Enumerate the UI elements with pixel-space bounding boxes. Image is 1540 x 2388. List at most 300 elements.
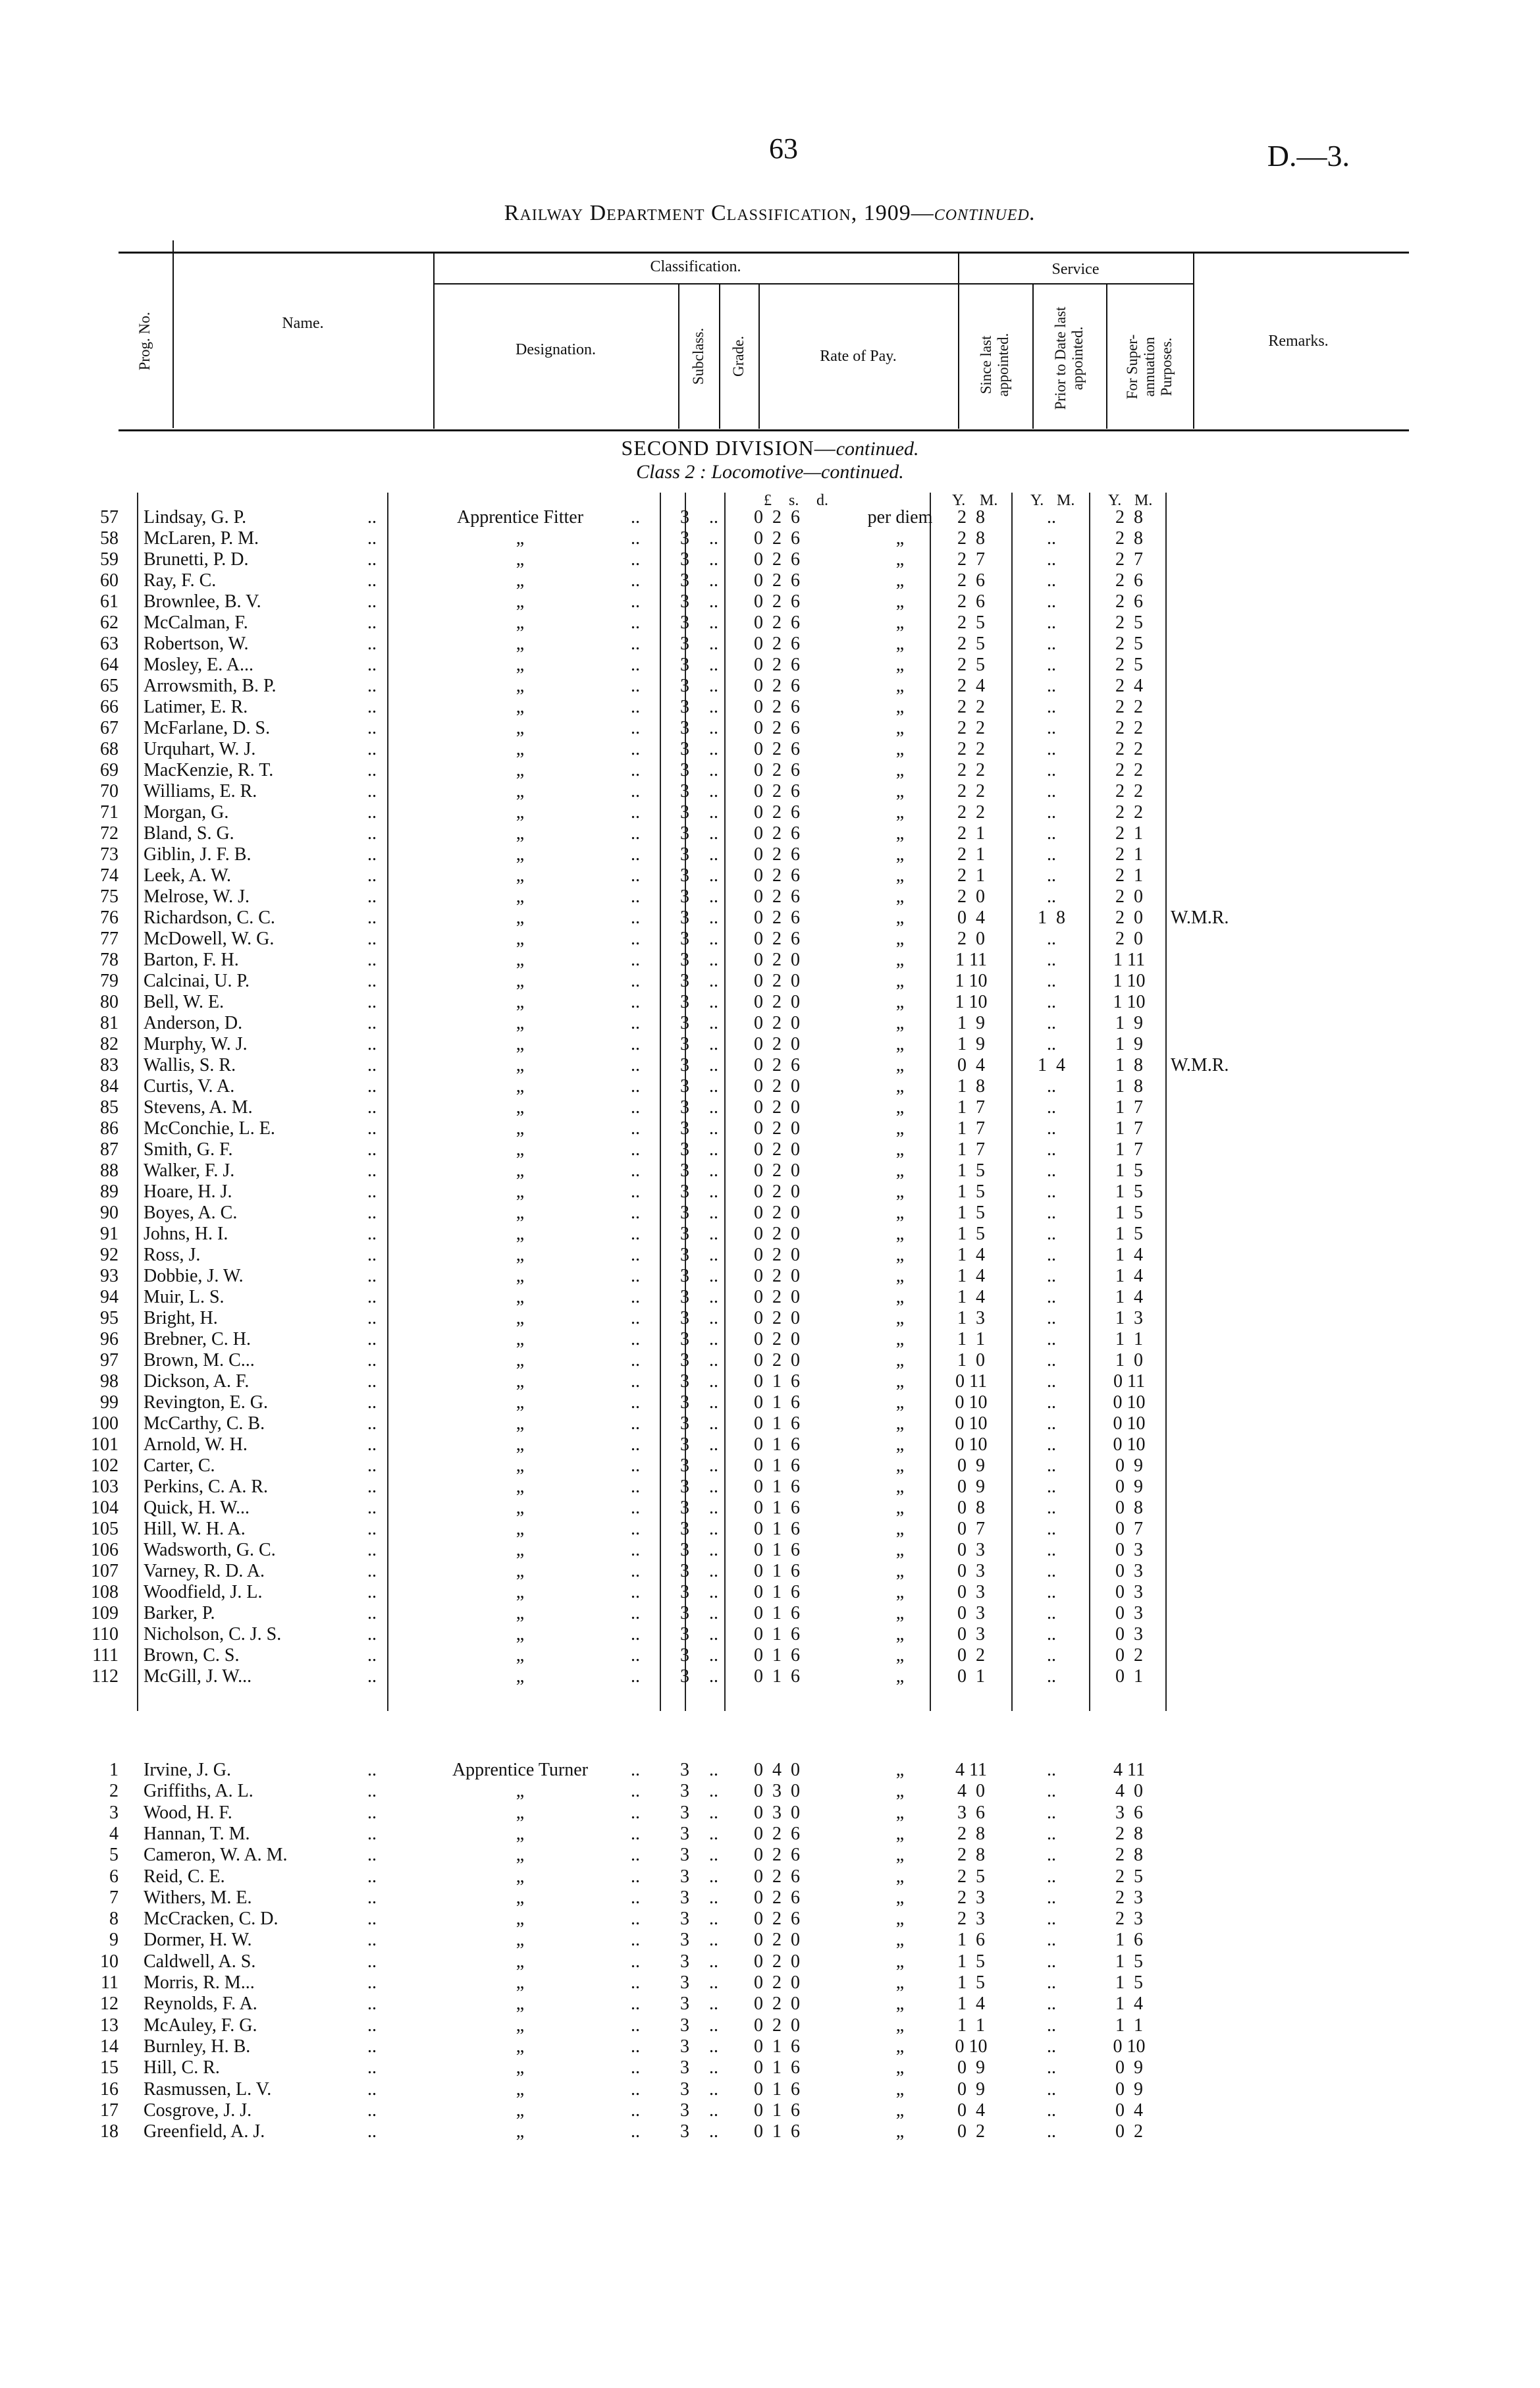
since-last-appointed-cell: 1 5: [957, 1181, 985, 1202]
superannuation-cell: 3 6: [1115, 1802, 1143, 1823]
name-cell: Hannan, T. M.: [144, 1823, 250, 1844]
superannuation-cell: 1 5: [1115, 1160, 1143, 1181]
running-title: [0, 201, 1540, 226]
name-cell: Smith, G. F.: [144, 1139, 233, 1160]
since-last-appointed-cell: 2 2: [957, 802, 985, 823]
table-row: [0, 655, 1540, 676]
prog-no-cell: 91: [100, 1224, 119, 1244]
superannuation-cell: 2 0: [1115, 886, 1143, 907]
pay-period-cell: „: [895, 570, 905, 591]
page-number: 63: [769, 132, 798, 165]
leader-dots: ..: [709, 1845, 718, 1866]
designation-cell: „: [516, 570, 525, 591]
rate-of-pay-cell: 0 2 0: [754, 1076, 800, 1097]
pay-period-cell: „: [895, 950, 905, 970]
leader-dots: ..: [367, 1413, 377, 1434]
superannuation-cell: 1 4: [1115, 1266, 1143, 1286]
name-cell: Hill, W. H. A.: [144, 1519, 246, 1539]
leader-dots: ..: [367, 886, 377, 907]
prior-service-cell: ..: [1047, 971, 1056, 991]
leader-dots: ..: [631, 2100, 640, 2121]
leader-dots: ..: [709, 1371, 718, 1392]
prog-no-cell: 5: [109, 1845, 119, 1866]
leader-dots: ..: [367, 1909, 377, 1930]
pay-period-cell: „: [895, 1350, 905, 1370]
leader-dots: ..: [367, 1245, 377, 1265]
prog-no-cell: 107: [91, 1561, 119, 1581]
leader-dots: ..: [631, 992, 640, 1012]
header-divider: [719, 283, 720, 429]
prog-no-cell: 82: [100, 1034, 119, 1054]
leader-dots: ..: [367, 1434, 377, 1455]
subclass-cell: 3: [680, 1802, 689, 1823]
prog-no-cell: 8: [109, 1909, 119, 1930]
header-name: Name.: [282, 315, 324, 332]
prior-service-cell: ..: [1047, 1266, 1056, 1286]
name-cell: Bland, S. G.: [144, 823, 234, 844]
designation-cell: „: [516, 655, 525, 675]
leader-dots: ..: [709, 1266, 718, 1286]
prog-no-cell: 80: [100, 992, 119, 1012]
since-last-appointed-cell: 0 7: [957, 1519, 985, 1539]
since-last-appointed-cell: 0 9: [957, 1455, 985, 1476]
name-cell: McCarthy, C. B.: [144, 1413, 265, 1434]
leader-dots: ..: [709, 1350, 718, 1370]
leader-dots: ..: [367, 929, 377, 949]
leader-dots: ..: [631, 528, 640, 549]
header-since-last: Since last appointed.: [978, 333, 1011, 397]
prior-service-cell: ..: [1047, 1781, 1056, 1802]
table-row: [0, 570, 1540, 591]
designation-cell: „: [516, 591, 525, 612]
leader-dots: ..: [631, 1287, 640, 1307]
name-cell: MacKenzie, R. T.: [144, 760, 274, 780]
leader-dots: ..: [709, 1013, 718, 1033]
prog-no-cell: 74: [100, 865, 119, 886]
pay-period-cell: „: [895, 612, 905, 633]
leader-dots: ..: [367, 1624, 377, 1644]
leader-dots: ..: [631, 1203, 640, 1223]
prog-no-cell: 86: [100, 1118, 119, 1139]
designation-cell: „: [516, 718, 525, 738]
pay-period-cell: „: [895, 886, 905, 907]
prog-no-cell: 87: [100, 1139, 119, 1160]
service-underline: [958, 283, 1193, 285]
rate-of-pay-cell: 0 2 6: [754, 591, 800, 612]
leader-dots: ..: [709, 1802, 718, 1823]
name-cell: Hoare, H. J.: [144, 1181, 232, 1202]
prior-service-cell: ..: [1047, 844, 1056, 865]
leader-dots: ..: [367, 2036, 377, 2057]
name-cell: Boyes, A. C.: [144, 1203, 238, 1223]
name-cell: Brown, M. C...: [144, 1350, 255, 1370]
subclass-cell: 3: [680, 1097, 689, 1118]
designation-cell: „: [516, 2036, 525, 2057]
leader-dots: ..: [631, 1308, 640, 1328]
table-row: [0, 1160, 1540, 1181]
designation-cell: „: [516, 1034, 525, 1054]
leader-dots: ..: [367, 1076, 377, 1097]
rate-of-pay-cell: 0 2 6: [754, 739, 800, 759]
leader-dots: ..: [631, 802, 640, 823]
name-cell: Reid, C. E.: [144, 1866, 225, 1887]
pay-period-cell: „: [895, 1118, 905, 1139]
prior-service-cell: ..: [1047, 2078, 1056, 2100]
table-row: [0, 528, 1540, 549]
since-last-appointed-cell: 2 5: [957, 1866, 985, 1887]
prior-service-cell: ..: [1047, 1076, 1056, 1097]
pay-period-cell: „: [895, 929, 905, 949]
leader-dots: ..: [709, 1076, 718, 1097]
since-last-appointed-cell: 1 7: [957, 1139, 985, 1160]
designation-cell: „: [516, 1930, 525, 1951]
name-cell: Williams, E. R.: [144, 781, 257, 801]
leader-dots: ..: [631, 908, 640, 928]
prog-no-cell: 13: [100, 2015, 119, 2036]
leader-dots: ..: [709, 781, 718, 801]
leader-dots: ..: [631, 507, 640, 528]
designation-cell: „: [516, 760, 525, 780]
rate-of-pay-cell: 0 2 6: [754, 1887, 800, 1908]
subclass-cell: 3: [680, 1930, 689, 1951]
unit-pounds: £: [764, 492, 772, 509]
leader-dots: ..: [709, 1645, 718, 1666]
name-cell: Brebner, C. H.: [144, 1329, 251, 1349]
class-title: Class 2 : Locomotive—continued.: [636, 461, 904, 483]
leader-dots: ..: [709, 528, 718, 549]
table-row: [0, 1845, 1540, 1866]
since-last-appointed-cell: 0 8: [957, 1498, 985, 1518]
designation-cell: „: [516, 2121, 525, 2142]
rate-of-pay-cell: 0 1 6: [754, 1498, 800, 1518]
superannuation-cell: 2 1: [1115, 823, 1143, 844]
prior-service-cell: ..: [1047, 549, 1056, 570]
leader-dots: ..: [709, 1666, 718, 1687]
rate-of-pay-cell: 0 2 0: [754, 2015, 800, 2036]
name-cell: Dormer, H. W.: [144, 1930, 252, 1951]
pay-period-cell: „: [895, 549, 905, 570]
leader-dots: ..: [367, 1540, 377, 1560]
prog-no-cell: 18: [100, 2121, 119, 2142]
leader-dots: ..: [709, 1413, 718, 1434]
pay-period-cell: „: [895, 718, 905, 738]
leader-dots: ..: [709, 549, 718, 570]
leader-dots: ..: [631, 676, 640, 696]
superannuation-cell: 1 7: [1115, 1097, 1143, 1118]
prog-no-cell: 69: [100, 760, 119, 780]
rate-of-pay-cell: 0 2 0: [754, 1287, 800, 1307]
leader-dots: ..: [367, 549, 377, 570]
pay-period-cell: „: [895, 1519, 905, 1539]
since-last-appointed-cell: 0 10: [955, 2036, 988, 2057]
since-last-appointed-cell: 2 2: [957, 739, 985, 759]
name-cell: Barker, P.: [144, 1603, 215, 1623]
prog-no-cell: 65: [100, 676, 119, 696]
leader-dots: ..: [709, 760, 718, 780]
designation-cell: „: [516, 1645, 525, 1666]
leader-dots: ..: [367, 1308, 377, 1328]
leader-dots: ..: [367, 1498, 377, 1518]
rate-of-pay-cell: 0 1 6: [754, 1582, 800, 1602]
leader-dots: ..: [631, 1866, 640, 1887]
name-cell: McConchie, L. E.: [144, 1118, 275, 1139]
leader-dots: ..: [367, 971, 377, 991]
subclass-cell: 3: [680, 1972, 689, 1993]
superannuation-cell: 1 10: [1113, 971, 1146, 991]
designation-cell: „: [516, 1181, 525, 1202]
superannuation-cell: 1 5: [1115, 1181, 1143, 1202]
table-row: [0, 1371, 1540, 1392]
since-last-appointed-cell: 1 5: [957, 1160, 985, 1181]
table-row: [0, 1055, 1540, 1076]
prog-no-cell: 103: [91, 1477, 119, 1497]
superannuation-cell: 0 3: [1115, 1582, 1143, 1602]
since-last-appointed-cell: 0 4: [957, 1055, 985, 1075]
document-code: D.—3.: [1267, 139, 1350, 173]
subclass-cell: 3: [680, 1371, 689, 1392]
pay-period-cell: „: [895, 1909, 905, 1930]
leader-dots: ..: [709, 1540, 718, 1560]
since-last-appointed-cell: 1 8: [957, 1076, 985, 1097]
leader-dots: ..: [631, 1645, 640, 1666]
rate-of-pay-cell: 0 2 0: [754, 1034, 800, 1054]
superannuation-cell: 0 3: [1115, 1540, 1143, 1560]
superannuation-cell: 2 2: [1115, 781, 1143, 801]
rate-of-pay-cell: 0 2 6: [754, 908, 800, 928]
subclass-cell: 3: [680, 2100, 689, 2121]
leader-dots: ..: [367, 507, 377, 528]
prog-no-cell: 59: [100, 549, 119, 570]
since-last-appointed-cell: 0 10: [955, 1434, 988, 1455]
leader-dots: ..: [367, 1013, 377, 1033]
rate-of-pay-cell: 0 2 0: [754, 1118, 800, 1139]
header-rate-of-pay: Rate of Pay.: [820, 348, 897, 365]
since-last-appointed-cell: 1 4: [957, 1245, 985, 1265]
pay-period-cell: „: [895, 1624, 905, 1644]
leader-dots: ..: [709, 1245, 718, 1265]
since-last-appointed-cell: 3 6: [957, 1802, 985, 1823]
subclass-cell: 3: [680, 2036, 689, 2057]
rate-of-pay-cell: 0 1 6: [754, 1603, 800, 1623]
superannuation-cell: 1 7: [1115, 1118, 1143, 1139]
leader-dots: ..: [631, 1224, 640, 1244]
leader-dots: ..: [709, 2015, 718, 2036]
designation-cell: „: [516, 1245, 525, 1265]
rate-of-pay-cell: 0 2 0: [754, 1994, 800, 2015]
name-cell: Hill, C. R.: [144, 2057, 220, 2078]
leader-dots: ..: [367, 570, 377, 591]
leader-dots: ..: [709, 2121, 718, 2142]
subclass-cell: 3: [680, 2057, 689, 2078]
since-last-appointed-cell: 0 10: [955, 1392, 988, 1413]
table-row: [0, 1951, 1540, 1972]
since-last-appointed-cell: 0 3: [957, 1603, 985, 1623]
rate-of-pay-cell: 0 1 6: [754, 2036, 800, 2057]
leader-dots: ..: [631, 1477, 640, 1497]
prog-no-cell: 77: [100, 929, 119, 949]
prog-no-cell: 11: [101, 1972, 119, 1993]
designation-cell: „: [516, 1055, 525, 1075]
designation-cell: „: [516, 2057, 525, 2078]
leader-dots: ..: [631, 1139, 640, 1160]
rate-of-pay-cell: 0 2 0: [754, 1951, 800, 1972]
name-cell: Carter, C.: [144, 1455, 215, 1476]
designation-cell: „: [516, 2015, 525, 2036]
prior-service-cell: ..: [1047, 1097, 1056, 1118]
subclass-cell: 3: [680, 1823, 689, 1844]
pay-period-cell: „: [895, 1055, 905, 1075]
prog-no-cell: 79: [100, 971, 119, 991]
table-row: [0, 1097, 1540, 1118]
pay-period-cell: „: [895, 1582, 905, 1602]
designation-cell: „: [516, 1951, 525, 1972]
prog-no-cell: 89: [100, 1181, 119, 1202]
table-row: [0, 1477, 1540, 1498]
leader-dots: ..: [709, 1498, 718, 1518]
since-last-appointed-cell: 2 3: [957, 1909, 985, 1930]
designation-cell: Apprentice Fitter: [456, 507, 584, 528]
superannuation-cell: 2 6: [1115, 570, 1143, 591]
since-last-appointed-cell: 1 1: [957, 1329, 985, 1349]
header-prog-no: Prog. No.: [136, 312, 153, 371]
designation-cell: „: [516, 971, 525, 991]
leader-dots: ..: [709, 507, 718, 528]
header-divider: [1032, 283, 1034, 429]
leader-dots: ..: [367, 1866, 377, 1887]
prog-no-cell: 104: [91, 1498, 119, 1518]
pay-period-cell: „: [895, 1994, 905, 2015]
leader-dots: ..: [367, 1287, 377, 1307]
table-row: [0, 676, 1540, 697]
leader-dots: ..: [367, 655, 377, 675]
pay-period-cell: „: [895, 2100, 905, 2121]
superannuation-cell: 1 5: [1115, 1951, 1143, 1972]
rate-of-pay-cell: 0 2 0: [754, 1013, 800, 1033]
table-row: [0, 2057, 1540, 2078]
name-cell: McAuley, F. G.: [144, 2015, 257, 2036]
table-row: [0, 1413, 1540, 1434]
rate-of-pay-cell: 0 2 0: [754, 1329, 800, 1349]
leader-dots: ..: [709, 1329, 718, 1349]
designation-cell: „: [516, 1866, 525, 1887]
designation-cell: „: [516, 950, 525, 970]
since-last-appointed-cell: 2 8: [957, 1845, 985, 1866]
subclass-cell: 3: [680, 1413, 689, 1434]
rate-of-pay-cell: 0 2 6: [754, 1823, 800, 1844]
since-last-appointed-cell: 1 3: [957, 1308, 985, 1328]
prog-no-cell: 14: [100, 2036, 119, 2057]
prior-service-cell: ..: [1047, 1845, 1056, 1866]
rate-of-pay-cell: 0 1 6: [754, 1645, 800, 1666]
leader-dots: ..: [631, 1266, 640, 1286]
rate-of-pay-cell: 0 2 6: [754, 507, 800, 528]
leader-dots: ..: [709, 865, 718, 886]
table-row: [0, 844, 1540, 865]
name-cell: Griffiths, A. L.: [144, 1781, 253, 1802]
header-for-superannuation: For Super-annuation Purposes.: [1124, 334, 1175, 400]
superannuation-cell: 1 3: [1115, 1308, 1143, 1328]
pay-period-cell: „: [895, 1203, 905, 1223]
leader-dots: ..: [367, 1477, 377, 1497]
leader-dots: ..: [709, 570, 718, 591]
since-last-appointed-cell: 0 9: [957, 2078, 985, 2100]
table-row: [0, 1781, 1540, 1802]
prior-service-cell: ..: [1047, 1930, 1056, 1951]
since-last-appointed-cell: 1 7: [957, 1118, 985, 1139]
designation-cell: „: [516, 1266, 525, 1286]
since-last-appointed-cell: 2 8: [957, 1823, 985, 1844]
superannuation-cell: 1 5: [1115, 1203, 1143, 1223]
leader-dots: ..: [709, 718, 718, 738]
designation-cell: „: [516, 1666, 525, 1687]
table-row: [0, 1434, 1540, 1455]
rate-of-pay-cell: 0 1 6: [754, 1434, 800, 1455]
table-row: [0, 634, 1540, 655]
designation-cell: „: [516, 739, 525, 759]
prog-no-cell: 66: [100, 697, 119, 717]
name-cell: Reynolds, F. A.: [144, 1994, 257, 2015]
name-cell: Greenfield, A. J.: [144, 2121, 265, 2142]
superannuation-cell: 0 3: [1115, 1603, 1143, 1623]
leader-dots: ..: [709, 612, 718, 633]
leader-dots: ..: [631, 971, 640, 991]
superannuation-cell: 1 5: [1115, 1972, 1143, 1993]
subclass-cell: 3: [680, 971, 689, 991]
rate-of-pay-cell: 0 2 6: [754, 1055, 800, 1075]
designation-cell: „: [516, 676, 525, 696]
table-row: [0, 1076, 1540, 1097]
name-cell: Bright, H.: [144, 1308, 218, 1328]
table-row: [0, 2121, 1540, 2142]
rate-of-pay-cell: 0 2 0: [754, 1308, 800, 1328]
leader-dots: ..: [367, 2121, 377, 2142]
name-cell: Murphy, W. J.: [144, 1034, 248, 1054]
prior-service-cell: ..: [1047, 886, 1056, 907]
subclass-cell: 3: [680, 549, 689, 570]
leader-dots: ..: [367, 992, 377, 1012]
since-last-appointed-cell: 0 11: [955, 1371, 987, 1392]
designation-cell: „: [516, 1076, 525, 1097]
subclass-cell: 3: [680, 507, 689, 528]
leader-dots: ..: [631, 1519, 640, 1539]
since-last-appointed-cell: 2 2: [957, 760, 985, 780]
superannuation-cell: 1 1: [1115, 1329, 1143, 1349]
prior-service-cell: ..: [1047, 1308, 1056, 1328]
prior-service-cell: ..: [1047, 1540, 1056, 1560]
name-cell: Johns, H. I.: [144, 1224, 228, 1244]
designation-cell: „: [516, 2100, 525, 2121]
rate-of-pay-cell: 0 2 6: [754, 865, 800, 886]
designation-cell: Apprentice Turner: [452, 1760, 589, 1780]
superannuation-cell: 0 10: [1113, 1392, 1146, 1413]
leader-dots: ..: [709, 1582, 718, 1602]
leader-dots: ..: [367, 528, 377, 549]
prog-no-cell: 70: [100, 781, 119, 801]
rate-of-pay-cell: 0 3 0: [754, 1781, 800, 1802]
rate-of-pay-cell: 0 1 6: [754, 1519, 800, 1539]
subclass-cell: 3: [680, 1624, 689, 1644]
since-last-appointed-cell: 0 3: [957, 1582, 985, 1602]
table-row: [0, 1350, 1540, 1371]
pay-period-cell: „: [895, 1972, 905, 1993]
designation-cell: „: [516, 528, 525, 549]
prog-no-cell: 84: [100, 1076, 119, 1097]
superannuation-cell: 2 8: [1115, 528, 1143, 549]
rate-of-pay-cell: 0 2 0: [754, 1266, 800, 1286]
subclass-cell: 3: [680, 908, 689, 928]
leader-dots: ..: [367, 1823, 377, 1844]
since-last-appointed-cell: 0 2: [957, 1645, 985, 1666]
